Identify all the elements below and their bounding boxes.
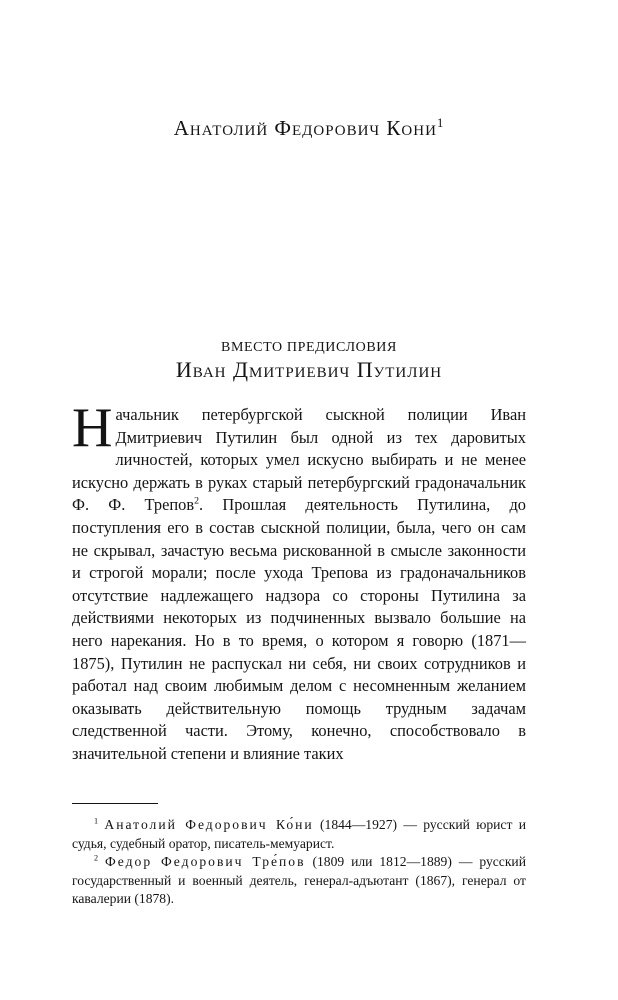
body-text [72,397,526,766]
author-heading [0,116,618,141]
footnote-ref-1: 1 [436,116,445,130]
body-paragraph [72,397,526,766]
footnote-number: 2 [94,853,99,863]
footnote-ref-2: 2 [194,495,200,507]
footnotes [72,816,526,909]
body-text-part1: ачальник петербургской сыскной полиции Иван Дмитриевич Путилин был одной из тех даровитых личностей, которых умел искусно выбирать и не менее искусно держать в руках старый петербургский градоначальник Ф. Ф. Трепов [72,405,526,515]
section-label: ВМЕСТО ПРЕДИСЛОВИЯ [221,340,397,355]
author-name: Анатолий Федорович Кони [173,116,437,140]
footnote-text: (1809 или 1812—1889) — русский государственный и военный деятель, генерал-адъютант (1867), генерал от кавалерии (1878). [72,854,526,907]
footnote-1 [72,816,526,853]
section-title: Иван Дмитриевич Путилин [175,357,443,382]
footnote-name: Федор Федорович Тре́пов [105,854,306,870]
footnote-divider [72,803,158,804]
footnote-text: (1844—1927) — русский юрист и судья, судебный оратор, писатель-мемуарист. [72,817,526,851]
footnote-number: 1 [94,816,99,826]
drop-cap: Н [72,397,113,459]
body-text-part2: . Прошлая деятельность Путилина, до поступления его в состав сыскной полиции, была, чего он сам не скрывал, зачастую весьма рискованной в смысле законности и строгой морали; после ухода Трепова из градоначальников отсутствие надлежащего надзора со стороны Путилина за действиями некоторых из подчиненных вызвало большие на него нарекания. Но в то время, о котором я говорю (1871—1875), Путилин не распускал ни себя, ни своих сотрудников и работал над своим любимым делом с несомненным желанием оказывать действительную помощь трудным задачам следственной части. Этому, конечно, способствовало в значительной степени и влияние таких [72,495,526,763]
footnote-2 [72,853,526,909]
footnote-name: Анатолий Федорович Ко́ни [104,817,314,832]
